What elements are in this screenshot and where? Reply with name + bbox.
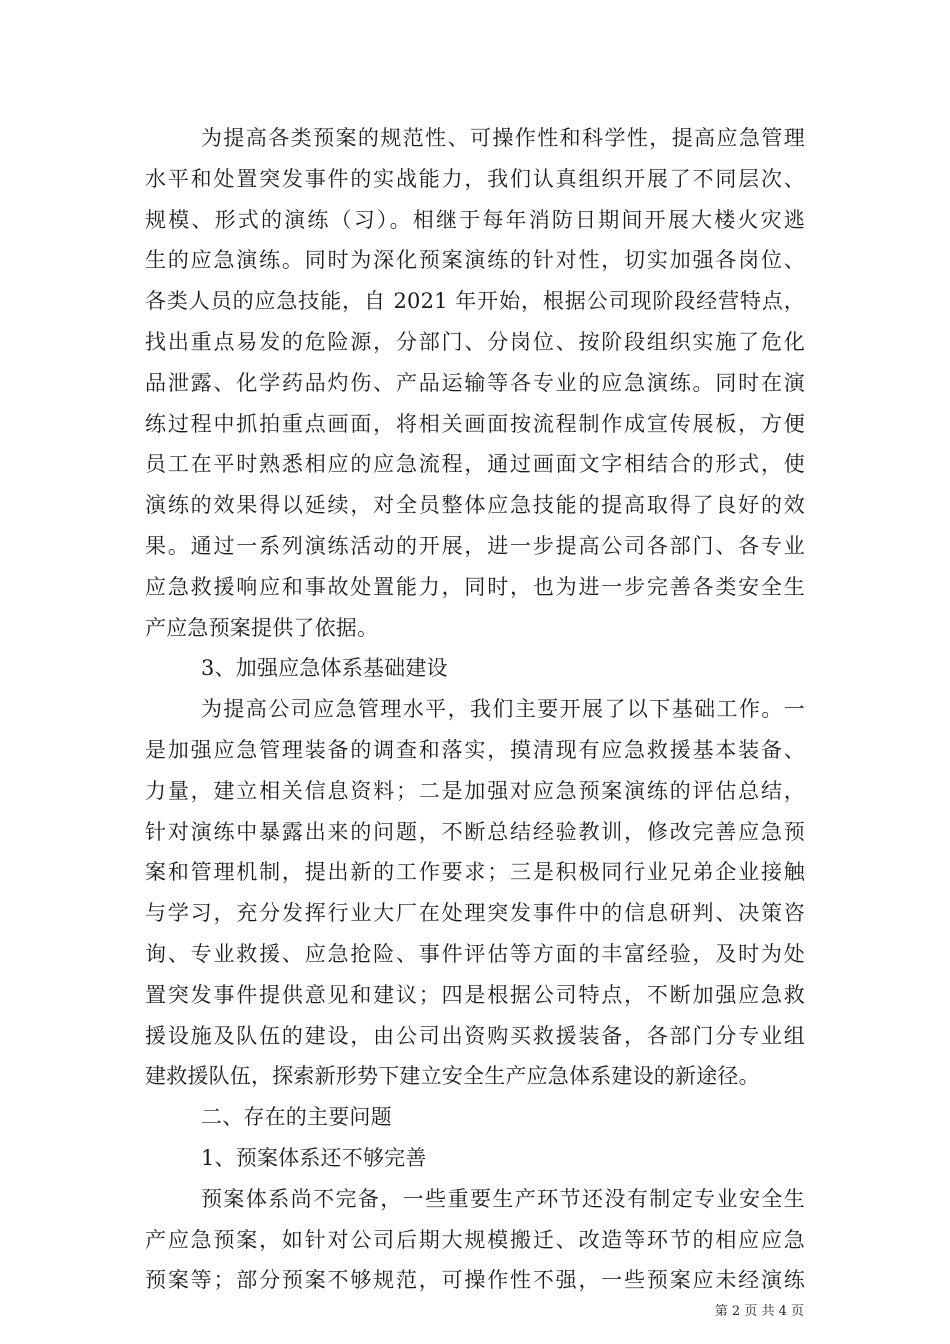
text-line: 练过程中抓拍重点画面，将相关画面按流程制作成宣传展板，方便	[145, 411, 805, 436]
document-body	[145, 118, 805, 1301]
text-line: 置突发事件提供意见和建议；四是根据公司特点，不断加强应急救	[145, 982, 805, 1007]
page-number: 第 2 页 共 4 页	[714, 1304, 804, 1319]
text-line: 案和管理机制，提出新的工作要求；三是积极同行业兄弟企业接触	[145, 860, 805, 885]
section-heading: 二、存在的主要问题	[201, 1105, 392, 1130]
text-line: 预案体系尚不完备，一些重要生产环节还没有制定专业安全生	[201, 1186, 805, 1211]
text-line: 是加强应急管理装备的调查和落实，摸清现有应急救援基本装备、	[145, 737, 805, 762]
text-line: 为提高各类预案的规范性、可操作性和科学性，提高应急管理	[201, 126, 805, 150]
text-line: 找出重点易发的危险源，分部门、分岗位、按阶段组织实施了危化	[145, 329, 805, 354]
text-line: 针对演练中暴露出来的问题，不断总结经验教训，修改完善应急预	[145, 819, 805, 844]
text-line: 建救援队伍，探索新形势下建立安全生产应急体系建设的新途径。	[145, 1064, 760, 1089]
paragraph	[145, 689, 805, 1097]
text-line: 生的应急演练。同时为深化预案演练的针对性，切实加强各岗位、	[145, 248, 805, 273]
text-line: 员工在平时熟悉相应的应急流程，通过画面文字相结合的形式，使	[145, 452, 805, 477]
subsection-heading: 1、预案体系还不够完善	[201, 1145, 427, 1170]
text-line: 援设施及队伍的建设，由公司出资购买救援装备，各部门分专业组	[145, 1023, 805, 1048]
text-line: 预案等；部分预案不够规范，可操作性不强，一些预案应未经演练	[145, 1268, 805, 1293]
text-line: 产应急预案提供了依据。	[145, 615, 379, 640]
text-line: 演练的效果得以延续，对全员整体应急技能的提高取得了良好的效	[145, 493, 805, 518]
paragraph	[145, 1179, 805, 1301]
text-line: 水平和处置突发事件的实战能力，我们认真组织开展了不同层次、	[145, 166, 805, 191]
text-line: 品泄露、化学药品灼伤、产品运输等各专业的应急演练。同时在演	[145, 370, 805, 395]
text-line: 各类人员的应急技能，自 2021 年开始，根据公司现阶段经营特点，	[145, 289, 805, 314]
text-line: 询、专业救援、应急抢险、事件评估等方面的丰富经验，及时为处	[145, 941, 805, 966]
paragraph	[145, 118, 805, 648]
text-line: 规模、形式的演练（习）。相继于每年消防日期间开展大楼火灾逃	[145, 207, 805, 232]
section-heading: 3、加强应急体系基础建设	[201, 656, 448, 681]
text-line: 果。通过一系列演练活动的开展，进一步提高公司各部门、各专业	[145, 533, 805, 558]
text-line: 与学习，充分发挥行业大厂在处理突发事件中的信息研判、决策咨	[145, 901, 805, 926]
text-line: 产应急预案，如针对公司后期大规模搬迁、改造等环节的相应应急	[145, 1227, 805, 1252]
text-line: 应急救援响应和事故处置能力，同时，也为进一步完善各类安全生	[145, 574, 805, 599]
text-line: 力量，建立相关信息资料；二是加强对应急预案演练的评估总结，	[145, 778, 805, 803]
text-line: 为提高公司应急管理水平，我们主要开展了以下基础工作。一	[201, 697, 805, 722]
